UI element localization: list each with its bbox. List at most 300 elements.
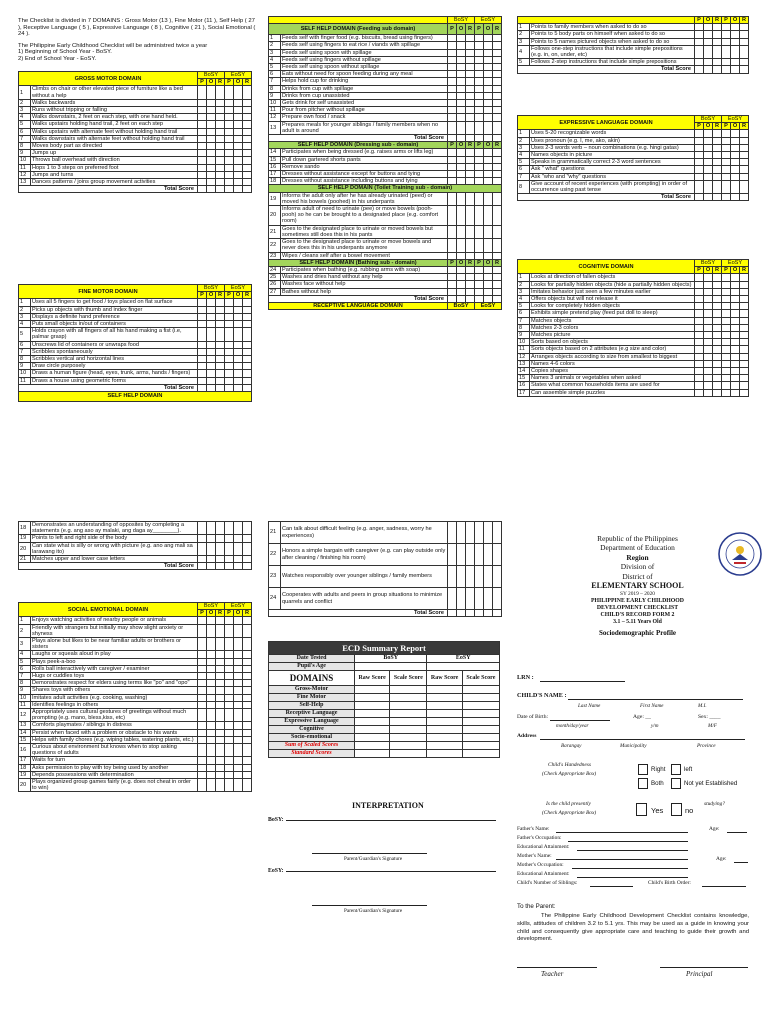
score-cell[interactable] xyxy=(243,348,252,355)
score-cell[interactable] xyxy=(207,694,216,701)
score-cell[interactable] xyxy=(225,150,234,157)
score-cell[interactable] xyxy=(225,164,234,171)
score-cell[interactable] xyxy=(740,38,749,45)
total-cell[interactable] xyxy=(731,194,740,201)
score-cell[interactable] xyxy=(198,757,207,764)
score-cell[interactable] xyxy=(713,130,722,137)
score-cell[interactable] xyxy=(234,150,243,157)
score-cell[interactable] xyxy=(234,757,243,764)
score-cell[interactable] xyxy=(493,266,502,273)
score-cell[interactable] xyxy=(713,296,722,303)
score-cell[interactable] xyxy=(216,328,225,341)
score-cell[interactable] xyxy=(225,356,234,363)
score-cell[interactable] xyxy=(198,542,207,555)
score-cell[interactable] xyxy=(207,709,216,722)
score-cell[interactable] xyxy=(198,617,207,624)
score-cell[interactable] xyxy=(198,128,207,135)
score-cell[interactable] xyxy=(234,771,243,778)
score-cell[interactable] xyxy=(207,729,216,736)
birth-order-field[interactable] xyxy=(702,886,746,887)
score-cell[interactable] xyxy=(722,303,731,310)
score-cell[interactable] xyxy=(704,346,713,353)
score-cell[interactable] xyxy=(713,346,722,353)
score-cell[interactable] xyxy=(740,31,749,38)
score-cell[interactable] xyxy=(234,542,243,555)
score-cell[interactable] xyxy=(207,135,216,142)
score-cell[interactable] xyxy=(484,35,493,42)
ecd-score-cell[interactable] xyxy=(390,726,427,734)
score-cell[interactable] xyxy=(216,171,225,178)
score-cell[interactable] xyxy=(207,651,216,658)
score-cell[interactable] xyxy=(198,135,207,142)
score-cell[interactable] xyxy=(234,328,243,341)
score-cell[interactable] xyxy=(207,150,216,157)
score-cell[interactable] xyxy=(466,100,475,107)
score-cell[interactable] xyxy=(457,225,466,238)
total-cell[interactable] xyxy=(493,295,502,302)
total-cell[interactable] xyxy=(243,384,252,391)
score-cell[interactable] xyxy=(225,135,234,142)
score-cell[interactable] xyxy=(493,288,502,295)
score-cell[interactable] xyxy=(695,173,704,180)
score-cell[interactable] xyxy=(216,313,225,320)
score-cell[interactable] xyxy=(243,764,252,771)
score-cell[interactable] xyxy=(722,346,731,353)
score-cell[interactable] xyxy=(484,71,493,78)
score-cell[interactable] xyxy=(225,722,234,729)
score-cell[interactable] xyxy=(695,360,704,367)
ecd-score-cell[interactable] xyxy=(427,694,462,702)
score-cell[interactable] xyxy=(207,624,216,637)
score-cell[interactable] xyxy=(740,45,749,58)
score-cell[interactable] xyxy=(740,274,749,281)
ecd-score-cell[interactable] xyxy=(390,718,427,726)
score-cell[interactable] xyxy=(448,35,457,42)
score-cell[interactable] xyxy=(243,150,252,157)
score-cell[interactable] xyxy=(704,137,713,144)
score-cell[interactable] xyxy=(207,299,216,306)
score-cell[interactable] xyxy=(475,239,484,252)
left-checkbox[interactable] xyxy=(671,764,681,775)
score-cell[interactable] xyxy=(731,296,740,303)
score-cell[interactable] xyxy=(216,370,225,377)
score-cell[interactable] xyxy=(225,313,234,320)
score-cell[interactable] xyxy=(234,680,243,687)
score-cell[interactable] xyxy=(713,382,722,389)
score-cell[interactable] xyxy=(740,317,749,324)
score-cell[interactable] xyxy=(225,764,234,771)
score-cell[interactable] xyxy=(704,274,713,281)
score-cell[interactable] xyxy=(207,370,216,377)
score-cell[interactable] xyxy=(466,163,475,170)
total-cell[interactable] xyxy=(713,194,722,201)
score-cell[interactable] xyxy=(704,389,713,396)
score-cell[interactable] xyxy=(243,694,252,701)
score-cell[interactable] xyxy=(448,64,457,71)
score-cell[interactable] xyxy=(740,24,749,31)
score-cell[interactable] xyxy=(234,624,243,637)
score-cell[interactable] xyxy=(713,31,722,38)
score-cell[interactable] xyxy=(484,85,493,92)
score-cell[interactable] xyxy=(740,137,749,144)
score-cell[interactable] xyxy=(740,130,749,137)
score-cell[interactable] xyxy=(704,59,713,66)
score-cell[interactable] xyxy=(216,299,225,306)
ecd-score-cell[interactable] xyxy=(462,686,499,694)
score-cell[interactable] xyxy=(225,121,234,128)
score-cell[interactable] xyxy=(713,324,722,331)
score-cell[interactable] xyxy=(731,332,740,339)
total-cell[interactable] xyxy=(493,610,502,617)
score-cell[interactable] xyxy=(493,178,502,185)
score-cell[interactable] xyxy=(243,171,252,178)
score-cell[interactable] xyxy=(243,313,252,320)
score-cell[interactable] xyxy=(466,149,475,156)
score-cell[interactable] xyxy=(234,722,243,729)
score-cell[interactable] xyxy=(234,658,243,665)
score-cell[interactable] xyxy=(457,156,466,163)
score-cell[interactable] xyxy=(722,137,731,144)
score-cell[interactable] xyxy=(695,130,704,137)
score-cell[interactable] xyxy=(198,722,207,729)
total-cell[interactable] xyxy=(234,384,243,391)
score-cell[interactable] xyxy=(234,143,243,150)
score-cell[interactable] xyxy=(216,771,225,778)
score-cell[interactable] xyxy=(484,78,493,85)
score-cell[interactable] xyxy=(207,128,216,135)
score-cell[interactable] xyxy=(722,159,731,166)
score-cell[interactable] xyxy=(704,130,713,137)
score-cell[interactable] xyxy=(225,736,234,743)
ecd-score-cell[interactable] xyxy=(427,726,462,734)
score-cell[interactable] xyxy=(695,38,704,45)
score-cell[interactable] xyxy=(457,588,466,610)
score-cell[interactable] xyxy=(198,651,207,658)
score-cell[interactable] xyxy=(234,764,243,771)
score-cell[interactable] xyxy=(731,303,740,310)
right-checkbox[interactable] xyxy=(638,764,648,775)
total-cell[interactable] xyxy=(740,66,749,73)
father-occupation-field[interactable] xyxy=(568,841,688,842)
score-cell[interactable] xyxy=(234,744,243,757)
score-cell[interactable] xyxy=(484,121,493,134)
ecd-score-cell[interactable] xyxy=(462,734,499,742)
score-cell[interactable] xyxy=(457,85,466,92)
score-cell[interactable] xyxy=(207,157,216,164)
score-cell[interactable] xyxy=(695,45,704,58)
lrn-field[interactable] xyxy=(540,681,625,682)
score-cell[interactable] xyxy=(225,680,234,687)
score-cell[interactable] xyxy=(207,757,216,764)
score-cell[interactable] xyxy=(475,544,484,566)
score-cell[interactable] xyxy=(234,377,243,384)
mother-occupation-field[interactable] xyxy=(572,868,688,869)
score-cell[interactable] xyxy=(484,566,493,588)
score-cell[interactable] xyxy=(695,281,704,288)
score-cell[interactable] xyxy=(448,192,457,205)
score-cell[interactable] xyxy=(713,288,722,295)
score-cell[interactable] xyxy=(225,86,234,99)
score-cell[interactable] xyxy=(198,370,207,377)
score-cell[interactable] xyxy=(234,673,243,680)
score-cell[interactable] xyxy=(695,353,704,360)
score-cell[interactable] xyxy=(207,680,216,687)
score-cell[interactable] xyxy=(243,135,252,142)
score-cell[interactable] xyxy=(704,303,713,310)
score-cell[interactable] xyxy=(466,35,475,42)
score-cell[interactable] xyxy=(722,152,731,159)
score-cell[interactable] xyxy=(234,313,243,320)
score-cell[interactable] xyxy=(225,321,234,328)
ecd-score-cell[interactable] xyxy=(462,718,499,726)
score-cell[interactable] xyxy=(695,296,704,303)
score-cell[interactable] xyxy=(216,348,225,355)
score-cell[interactable] xyxy=(704,281,713,288)
score-cell[interactable] xyxy=(475,171,484,178)
father-name-field[interactable] xyxy=(556,832,688,833)
score-cell[interactable] xyxy=(731,346,740,353)
score-cell[interactable] xyxy=(731,310,740,317)
ecd-score-cell[interactable] xyxy=(390,710,427,718)
score-cell[interactable] xyxy=(484,206,493,226)
score-cell[interactable] xyxy=(722,24,731,31)
score-cell[interactable] xyxy=(731,360,740,367)
score-cell[interactable] xyxy=(740,382,749,389)
score-cell[interactable] xyxy=(234,535,243,542)
score-cell[interactable] xyxy=(198,114,207,121)
score-cell[interactable] xyxy=(207,687,216,694)
score-cell[interactable] xyxy=(243,687,252,694)
score-cell[interactable] xyxy=(731,339,740,346)
score-cell[interactable] xyxy=(740,59,749,66)
score-cell[interactable] xyxy=(225,542,234,555)
score-cell[interactable] xyxy=(484,281,493,288)
score-cell[interactable] xyxy=(198,687,207,694)
score-cell[interactable] xyxy=(198,328,207,341)
score-cell[interactable] xyxy=(713,368,722,375)
score-cell[interactable] xyxy=(207,665,216,672)
score-cell[interactable] xyxy=(216,764,225,771)
ecd-score-cell[interactable] xyxy=(355,686,390,694)
score-cell[interactable] xyxy=(243,658,252,665)
score-cell[interactable] xyxy=(695,317,704,324)
score-cell[interactable] xyxy=(198,764,207,771)
total-cell[interactable] xyxy=(216,563,225,570)
total-cell[interactable] xyxy=(448,295,457,302)
score-cell[interactable] xyxy=(722,375,731,382)
score-cell[interactable] xyxy=(740,368,749,375)
score-cell[interactable] xyxy=(475,156,484,163)
score-cell[interactable] xyxy=(216,556,225,563)
score-cell[interactable] xyxy=(457,522,466,544)
score-cell[interactable] xyxy=(493,281,502,288)
score-cell[interactable] xyxy=(207,321,216,328)
score-cell[interactable] xyxy=(475,163,484,170)
score-cell[interactable] xyxy=(475,85,484,92)
score-cell[interactable] xyxy=(207,86,216,99)
score-cell[interactable] xyxy=(704,375,713,382)
score-cell[interactable] xyxy=(216,757,225,764)
score-cell[interactable] xyxy=(695,24,704,31)
score-cell[interactable] xyxy=(457,178,466,185)
score-cell[interactable] xyxy=(484,192,493,205)
score-cell[interactable] xyxy=(740,144,749,151)
ecd-score-cell[interactable] xyxy=(427,710,462,718)
score-cell[interactable] xyxy=(216,179,225,186)
total-cell[interactable] xyxy=(243,563,252,570)
father-education-field[interactable] xyxy=(577,850,688,851)
score-cell[interactable] xyxy=(466,114,475,121)
score-cell[interactable] xyxy=(713,159,722,166)
score-cell[interactable] xyxy=(198,143,207,150)
score-cell[interactable] xyxy=(234,651,243,658)
score-cell[interactable] xyxy=(207,377,216,384)
score-cell[interactable] xyxy=(713,45,722,58)
score-cell[interactable] xyxy=(234,128,243,135)
score-cell[interactable] xyxy=(731,152,740,159)
total-cell[interactable] xyxy=(243,186,252,193)
score-cell[interactable] xyxy=(731,38,740,45)
score-cell[interactable] xyxy=(234,701,243,708)
ecd-score-cell[interactable] xyxy=(462,702,499,710)
total-cell[interactable] xyxy=(216,384,225,391)
score-cell[interactable] xyxy=(225,535,234,542)
score-cell[interactable] xyxy=(493,192,502,205)
score-cell[interactable] xyxy=(216,341,225,348)
score-cell[interactable] xyxy=(722,281,731,288)
score-cell[interactable] xyxy=(740,180,749,193)
score-cell[interactable] xyxy=(466,566,475,588)
ecd-score-cell[interactable] xyxy=(427,702,462,710)
score-cell[interactable] xyxy=(722,368,731,375)
score-cell[interactable] xyxy=(457,149,466,156)
score-cell[interactable] xyxy=(731,368,740,375)
score-cell[interactable] xyxy=(225,363,234,370)
total-cell[interactable] xyxy=(466,135,475,142)
yes-checkbox[interactable] xyxy=(636,803,647,816)
score-cell[interactable] xyxy=(722,389,731,396)
score-cell[interactable] xyxy=(207,638,216,651)
score-cell[interactable] xyxy=(484,178,493,185)
score-cell[interactable] xyxy=(216,542,225,555)
score-cell[interactable] xyxy=(695,166,704,173)
score-cell[interactable] xyxy=(225,729,234,736)
score-cell[interactable] xyxy=(466,71,475,78)
score-cell[interactable] xyxy=(448,149,457,156)
score-cell[interactable] xyxy=(704,173,713,180)
score-cell[interactable] xyxy=(493,522,502,544)
score-cell[interactable] xyxy=(484,64,493,71)
score-cell[interactable] xyxy=(234,157,243,164)
score-cell[interactable] xyxy=(198,729,207,736)
score-cell[interactable] xyxy=(457,92,466,99)
score-cell[interactable] xyxy=(704,38,713,45)
score-cell[interactable] xyxy=(695,375,704,382)
score-cell[interactable] xyxy=(722,144,731,151)
score-cell[interactable] xyxy=(234,556,243,563)
score-cell[interactable] xyxy=(493,163,502,170)
score-cell[interactable] xyxy=(457,100,466,107)
score-cell[interactable] xyxy=(731,389,740,396)
score-cell[interactable] xyxy=(207,617,216,624)
score-cell[interactable] xyxy=(722,173,731,180)
score-cell[interactable] xyxy=(695,159,704,166)
total-cell[interactable] xyxy=(484,135,493,142)
score-cell[interactable] xyxy=(207,171,216,178)
score-cell[interactable] xyxy=(493,252,502,259)
score-cell[interactable] xyxy=(731,281,740,288)
score-cell[interactable] xyxy=(234,709,243,722)
score-cell[interactable] xyxy=(740,353,749,360)
score-cell[interactable] xyxy=(207,771,216,778)
score-cell[interactable] xyxy=(475,288,484,295)
score-cell[interactable] xyxy=(731,274,740,281)
score-cell[interactable] xyxy=(448,239,457,252)
no-checkbox[interactable] xyxy=(671,803,682,816)
ecd-score-cell[interactable] xyxy=(427,734,462,742)
score-cell[interactable] xyxy=(457,163,466,170)
score-cell[interactable] xyxy=(448,206,457,226)
score-cell[interactable] xyxy=(207,658,216,665)
score-cell[interactable] xyxy=(225,779,234,792)
score-cell[interactable] xyxy=(225,687,234,694)
score-cell[interactable] xyxy=(475,192,484,205)
score-cell[interactable] xyxy=(484,239,493,252)
score-cell[interactable] xyxy=(234,179,243,186)
score-cell[interactable] xyxy=(448,114,457,121)
score-cell[interactable] xyxy=(207,328,216,341)
score-cell[interactable] xyxy=(484,156,493,163)
score-cell[interactable] xyxy=(198,701,207,708)
score-cell[interactable] xyxy=(484,225,493,238)
score-cell[interactable] xyxy=(234,299,243,306)
total-cell[interactable] xyxy=(198,384,207,391)
ecd-score-cell[interactable] xyxy=(355,726,390,734)
score-cell[interactable] xyxy=(740,310,749,317)
score-cell[interactable] xyxy=(234,779,243,792)
score-cell[interactable] xyxy=(466,64,475,71)
score-cell[interactable] xyxy=(216,321,225,328)
total-cell[interactable] xyxy=(198,186,207,193)
score-cell[interactable] xyxy=(704,360,713,367)
score-cell[interactable] xyxy=(198,744,207,757)
ecd-score-cell[interactable] xyxy=(390,686,427,694)
score-cell[interactable] xyxy=(722,324,731,331)
score-cell[interactable] xyxy=(704,317,713,324)
score-cell[interactable] xyxy=(225,107,234,114)
total-cell[interactable] xyxy=(225,384,234,391)
score-cell[interactable] xyxy=(243,617,252,624)
score-cell[interactable] xyxy=(731,59,740,66)
score-cell[interactable] xyxy=(225,143,234,150)
score-cell[interactable] xyxy=(198,99,207,106)
score-cell[interactable] xyxy=(713,274,722,281)
score-cell[interactable] xyxy=(493,85,502,92)
score-cell[interactable] xyxy=(695,274,704,281)
score-cell[interactable] xyxy=(207,722,216,729)
score-cell[interactable] xyxy=(704,144,713,151)
score-cell[interactable] xyxy=(243,709,252,722)
score-cell[interactable] xyxy=(234,341,243,348)
score-cell[interactable] xyxy=(198,107,207,114)
score-cell[interactable] xyxy=(475,64,484,71)
score-cell[interactable] xyxy=(243,114,252,121)
score-cell[interactable] xyxy=(457,49,466,56)
score-cell[interactable] xyxy=(448,588,457,610)
score-cell[interactable] xyxy=(493,274,502,281)
score-cell[interactable] xyxy=(704,166,713,173)
score-cell[interactable] xyxy=(207,143,216,150)
